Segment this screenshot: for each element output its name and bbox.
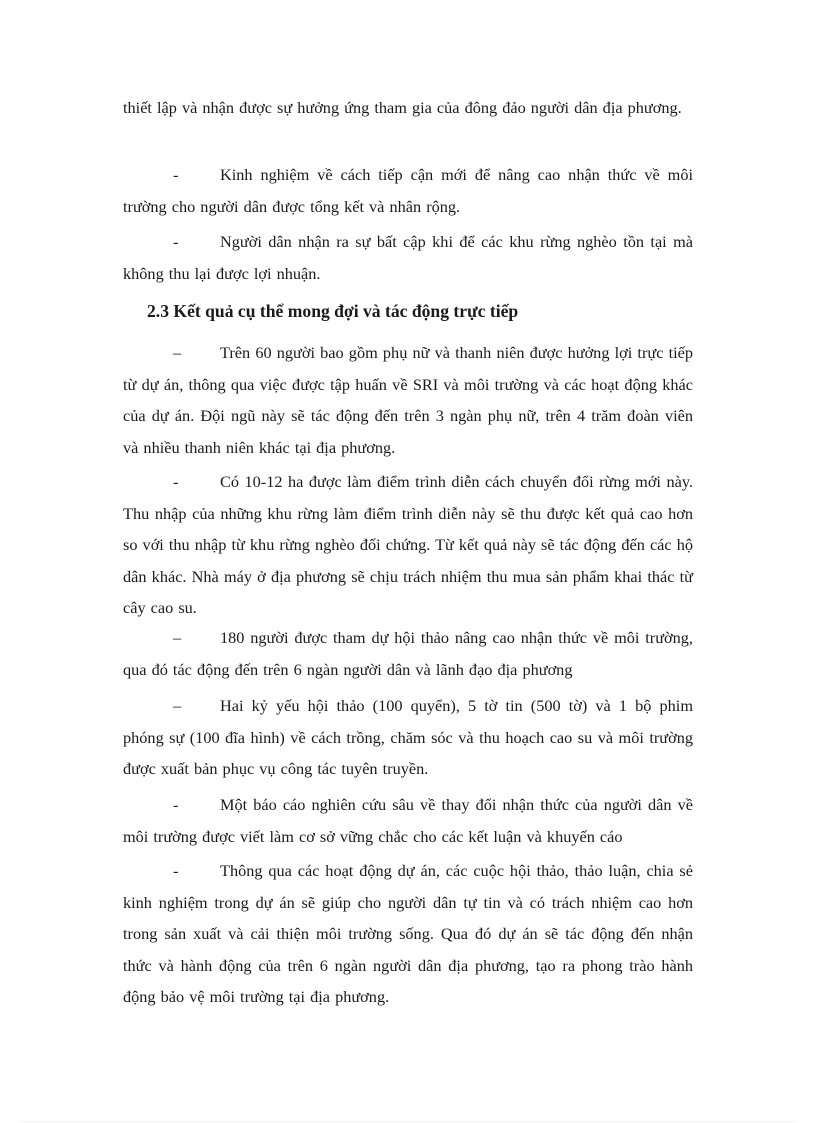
list-item-text: Người dân nhận ra sự bất cập khi để các khu rừng nghèo tồn tại mà không thu lại được lợi nhuận. [123,232,693,283]
dash-marker: - [173,165,179,184]
dash-marker: – [173,696,182,715]
list-item [123,226,693,289]
page-bottom-edge [20,1121,796,1122]
dash-marker: – [173,628,182,647]
list-item-text: Có 10-12 ha được làm điểm trình diễn cách chuyển đổi rừng mới này. Thu nhập của những khu rừng làm điểm trình diễn này sẽ thu được kết quả cao hơn so với thu nhập từ khu rừng nghèo đối chứng. Từ kết quả này sẽ tác động đến các hộ dân khác. Nhà máy ở địa phương sẽ chịu trách nhiệm thu mua sản phẩm khai thác từ cây cao su. [123,472,693,617]
list-item-text: Một báo cáo nghiên cứu sâu về thay đổi nhận thức của người dân về môi trường được viết làm cơ sở vững chắc cho các kết luận và khuyến cáo [123,795,693,846]
list-item [123,466,693,624]
list-item-text: Kinh nghiệm về cách tiếp cận mới để nâng cao nhận thức về môi trường cho người dân được tổng kết và nhân rộng. [123,165,693,216]
dash-marker: – [173,343,182,362]
list-item-text: Thông qua các hoạt động dự án, các cuộc hội thảo, thảo luận, chia sẻ kinh nghiệm trong dự án sẽ giúp cho người dân tự tin và có trách nhiệm cao hơn trong sản xuất và cải thiện môi trường sống. Qua đó dự án sẽ tác động đến nhận thức và hành động của trên 6 ngàn người dân địa phương, tạo ra phong trào hành động bảo vệ môi trường tại địa phương. [123,861,693,1006]
list-item-text: Trên 60 người bao gồm phụ nữ và thanh niên được hưởng lợi trực tiếp từ dự án, thông qua việc được tập huấn về SRI và môi trường và các hoạt động khác của dự án. Đội ngũ này sẽ tác động đến trên 3 ngàn phụ nữ, trên 4 trăm đoàn viên và nhiều thanh niên khác tại địa phương. [123,343,693,457]
list-item-text: Hai kỷ yếu hội thảo (100 quyển), 5 tờ tin (500 tờ) và 1 bộ phim phóng sự (100 đĩa hình) về cách trồng, chăm sóc và thu hoạch cao su và môi trường được xuất bản phục vụ công tác tuyên truyền. [123,696,693,778]
dash-marker: - [173,795,179,814]
list-item [123,622,693,685]
dash-marker: - [173,232,179,251]
list-item [123,789,693,852]
list-item [123,159,693,222]
section-heading: 2.3 Kết quả cụ thể mong đợi và tác động trực tiếp [147,301,519,321]
list-item [123,337,693,463]
list-item [123,690,693,785]
dash-marker: - [173,472,179,491]
paragraph-continuation [123,92,693,124]
list-item-text: 180 người được tham dự hội thảo nâng cao nhận thức về môi trường, qua đó tác động đến trên 6 ngàn người dân và lãnh đạo địa phương [123,628,693,679]
paragraph-text: thiết lập và nhận được sự hưởng ứng tham gia của đông đảo người dân địa phương. [123,98,682,117]
dash-marker: - [173,861,179,880]
list-item [123,855,693,1013]
